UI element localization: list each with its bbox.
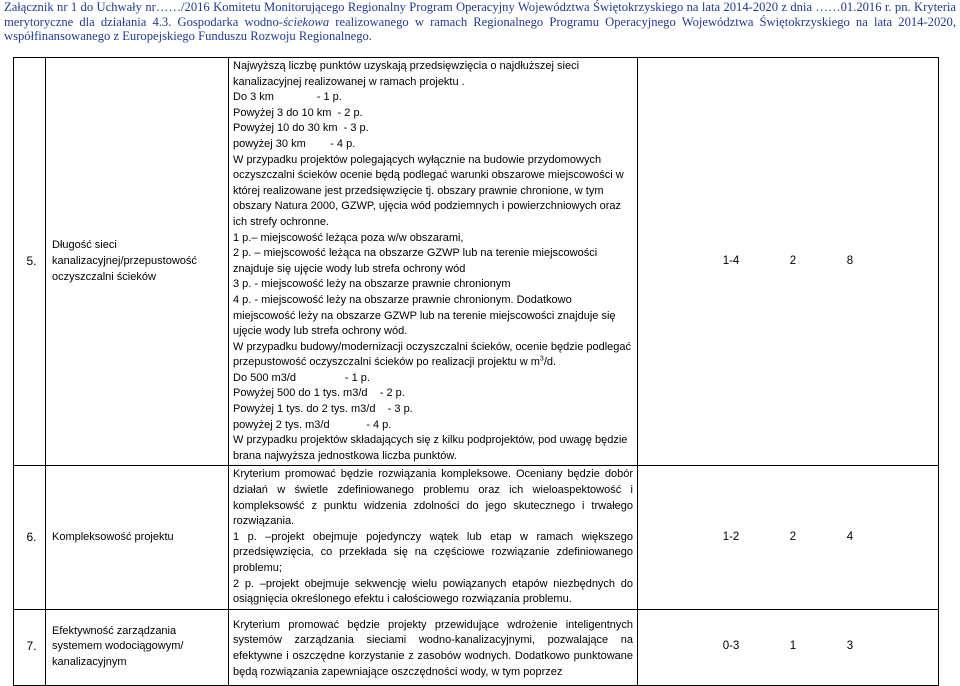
score-cell bbox=[638, 58, 939, 466]
criteria-table bbox=[13, 57, 939, 686]
header-line-3: współfinansowanego z Europejskiego Funduszu Rozwoju Regionalnego. bbox=[4, 29, 372, 44]
weight: 2 bbox=[789, 530, 797, 543]
score-range: 1-2 bbox=[722, 530, 740, 543]
header-line-2: merytoryczne dla działania 4.3. Gospodarka wodno-ściekowa realizowanego w ramach Regionalnego Programu Operacyjnego Województwa Świętokrzyskiego na lata 2014-2020, bbox=[4, 14, 956, 29]
header-line-1: Załącznik nr 1 do Uchwały nr……/2016 Komitetu Monitorującego Regionalny Program Operacyjny Województwa Świętokrzyskiego na lata 2014-2020 z dnia ……01.2016 r. pn. Kryteria bbox=[4, 0, 956, 14]
table-row bbox=[14, 58, 939, 466]
criterion-description: Kryterium promować będzie rozwiązania kompleksowe. Oceniany będzie dobór działań w świetle zdefiniowanego problemu oraz ich wieloaspektowość i kompleksowść z punktu widzenia zdolności do jego skutecznego i trwałego rozwiązania. 1 p. –projekt obejmuje pojedynczy wątek lub etap w ramach większego przedsięwzięcia, co przekłada się na częściowe rozwiązanie zdefiniowanego problemu; 2 p. –projekt obejmuje sekwencję wielu powiązanych etapów niezbędnych do osiągnięcia określonego efektu i całościowego rozwiązania problemu. bbox=[229, 466, 638, 609]
document-header bbox=[4, 0, 956, 44]
score-cell bbox=[638, 466, 939, 609]
score-cell bbox=[638, 609, 939, 685]
score-range: 0-3 bbox=[722, 640, 740, 653]
criterion-description: Najwyższą liczbę punktów uzyskają przedsięwzięcia o najdłuższej sieci kanalizacyjnej realizowanej w ramach projektu . Do 3 km - 1 p. Powyżej 3 do 10 km - 2 p. Powyżej 10 do 30 km - 3 p. powyżej 30 km - 4 p. W przypadku projektów polegających wyłącznie na budowie przydomowych oczyszczalni ścieków ocenie będą podlegać warunki obszarowe miejscowości w której realizowane jest przedsięwzięcie tj. obszary prawnie chronione, w tym obszary Natura 2000, GZWP, ujęcia wód podziemnych i powierzchniowych oraz ich strefy ochronne. 1 p.– miejscowość leżąca poza w/w obszarami, 2 p. – miejscowość leżąca na obszarze GZWP lub na terenie miejscowości znajduje się ujęcie wody lub strefa ochrony wód 3 p. - miejscowość leży na obszarze prawnie chronionym 4 p. - miejscowość leży na obszarze prawnie chronionym. Dodatkowo miejscowość leży na obszarze GZWP lub na terenie miejscowości znajduje się ujęcie wody lub strefa ochrony wód. W przypadku budowy/modernizacji oczyszczalni ścieków, ocenie będzie podlegać przepustowość oczyszczalni ścieków po realizacji projektu w $m^3/d$. Do 500 m3/d - 1 p. Powyżej 500 do 1 tys. m3/d - 2 p. Powyżej 1 tys. do 2 tys. m3/d - 3 p. powyżej 2 tys. m3/d - 4 p. W przypadku projektów składających się z kilku podprojektów, pod uwagę będzie brana najwyższa jednostkowa liczba punktów. bbox=[229, 58, 638, 466]
weight: 2 bbox=[789, 254, 797, 267]
weight: 1 bbox=[789, 640, 797, 653]
criterion-description: Kryterium promować będzie projekty przewidujące wdrożenie inteligentnych systemów zarządzania sieciami wodno-kanalizacyjnymi, pozwalające na efektywne i oszczędne korzystanie z zasobów wodnych. Dodatkowo punktowane będą rozwiązania zapewniające oszczędności wody, w tym poprzez bbox=[229, 609, 638, 685]
table-row bbox=[14, 609, 939, 685]
score-range: 1-4 bbox=[722, 254, 740, 267]
max-points: 4 bbox=[846, 530, 854, 543]
row-number: 7. bbox=[14, 609, 46, 685]
max-points: 3 bbox=[846, 640, 854, 653]
row-number: 6. bbox=[14, 466, 46, 609]
criterion-name: Kompleksowość projektu bbox=[46, 466, 229, 609]
row-number: 5. bbox=[14, 58, 46, 466]
criterion-name: Efektywność zarządzania systemem wodociągowym/ kanalizacyjnym bbox=[46, 609, 229, 685]
max-points: 8 bbox=[846, 254, 854, 267]
table-row bbox=[14, 466, 939, 609]
criterion-name: Długość sieci kanalizacyjnej/przepustowość oczyszczalni ścieków bbox=[46, 58, 229, 466]
